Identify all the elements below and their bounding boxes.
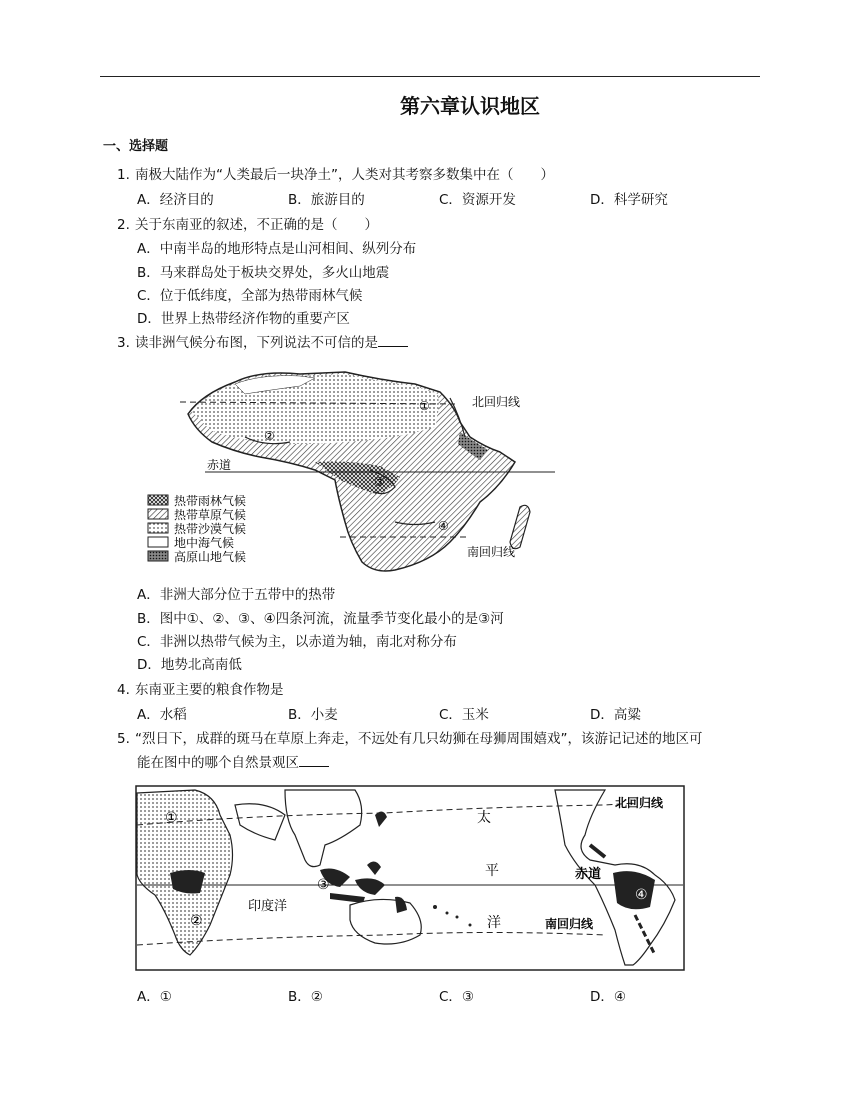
indian-ocean-label: 印度洋 <box>248 899 288 914</box>
question-1 <box>117 163 554 183</box>
option-b[interactable]: B．图中①、②、③、④四条河流，流量季节变化最小的是③河 <box>137 611 504 627</box>
option-d[interactable]: D．科学研究 <box>590 192 668 208</box>
question-4 <box>117 678 284 698</box>
pacific-label-2: 平 <box>485 863 499 879</box>
option-d[interactable]: D．高粱 <box>590 707 641 723</box>
option-b[interactable]: B．② <box>288 989 323 1005</box>
question-1-options <box>137 188 741 208</box>
option-a[interactable]: A．经济目的 <box>137 192 214 208</box>
option-b[interactable]: B．小麦 <box>288 707 338 723</box>
option-d[interactable]: D．世界上热带经济作物的重要产区 <box>137 311 350 327</box>
option-d[interactable]: D．④ <box>590 989 626 1005</box>
option-b[interactable]: B．马来群岛处于板块交界处，多火山地震 <box>137 265 390 281</box>
option-a[interactable]: A．非洲大部分位于五带中的热带 <box>137 587 336 603</box>
legend-desert: 热带沙漠气候 <box>174 522 247 536</box>
mark-4: ④ <box>438 519 449 533</box>
mark-1: ① <box>165 810 178 826</box>
madagascar <box>510 505 530 548</box>
question-number: 1. <box>117 167 130 183</box>
option-c[interactable]: C．非洲以热带气候为主，以赤道为轴，南北对称分布 <box>137 634 457 650</box>
question-text: 读非洲气候分布图，下列说法不可信的是 <box>135 335 378 351</box>
option-c[interactable]: C．位于低纬度，全部为热带雨林气候 <box>137 288 363 304</box>
tropic-of-capricorn-label: 南回归线 <box>467 545 516 559</box>
mark-1: ① <box>419 399 430 413</box>
equator-label: 赤道 <box>207 458 232 472</box>
question-3 <box>117 331 408 351</box>
mark-2: ② <box>264 429 275 443</box>
tropic-of-cancer-label: 北回归线 <box>472 395 521 409</box>
mark-3: ③ <box>317 877 330 893</box>
option-c[interactable]: C．玉米 <box>439 707 489 723</box>
question-text: “烈日下，成群的斑马在草原上奔走，不远处有几只幼狮在母狮周围嬉戏”，该游记记述的地区可 <box>135 731 703 747</box>
mark-2: ② <box>190 913 203 929</box>
equator-label: 赤道 <box>575 867 602 882</box>
tropic-of-cancer-label: 北回归线 <box>615 796 664 810</box>
pacific-label-3: 洋 <box>487 915 501 931</box>
legend-mediterranean: 地中海气候 <box>174 536 235 550</box>
question-text: 能在图中的哪个自然景观区 <box>137 755 299 771</box>
legend-rainforest: 热带雨林气候 <box>174 494 247 508</box>
question-5-continued <box>137 751 329 771</box>
question-number: 5. <box>117 731 130 747</box>
legend-savanna: 热带草原气候 <box>174 508 247 522</box>
option-b[interactable]: B．旅游目的 <box>288 192 365 208</box>
answer-blank[interactable] <box>299 754 329 767</box>
pacific-label-1: 太 <box>477 810 491 826</box>
map-legend <box>148 493 246 564</box>
africa-climate-map <box>140 362 560 577</box>
answer-blank[interactable] <box>378 334 408 347</box>
option-c[interactable]: C．资源开发 <box>439 192 516 208</box>
question-5-options <box>137 985 741 1005</box>
mark-3: ③ <box>374 475 385 489</box>
world-landscape-map <box>135 785 685 971</box>
header-rule <box>100 76 760 77</box>
option-d[interactable]: D．地势北高南低 <box>137 657 242 673</box>
option-a[interactable]: A．水稻 <box>137 707 187 723</box>
question-number: 3. <box>117 335 130 351</box>
question-4-options <box>137 703 741 723</box>
option-a[interactable]: A．① <box>137 989 172 1005</box>
question-number: 2. <box>117 217 130 233</box>
page-title: 第六章认识地区 <box>400 94 540 118</box>
question-text: 南极大陆作为“人类最后一块净土”，人类对其考察多数集中在（ ） <box>135 167 554 183</box>
section-heading: 一、选择题 <box>103 139 169 154</box>
question-number: 4. <box>117 682 130 698</box>
legend-highland: 高原山地气候 <box>174 550 247 564</box>
question-text: 关于东南亚的叙述，不正确的是（ ） <box>135 217 378 233</box>
question-text: 东南亚主要的粮食作物是 <box>135 682 284 698</box>
question-5 <box>117 727 703 747</box>
option-a[interactable]: A．中南半岛的地形特点是山河相间、纵列分布 <box>137 241 417 257</box>
tropic-of-capricorn-label: 南回归线 <box>545 917 594 931</box>
option-c[interactable]: C．③ <box>439 989 475 1005</box>
mark-4: ④ <box>635 887 648 903</box>
question-2 <box>117 213 378 233</box>
